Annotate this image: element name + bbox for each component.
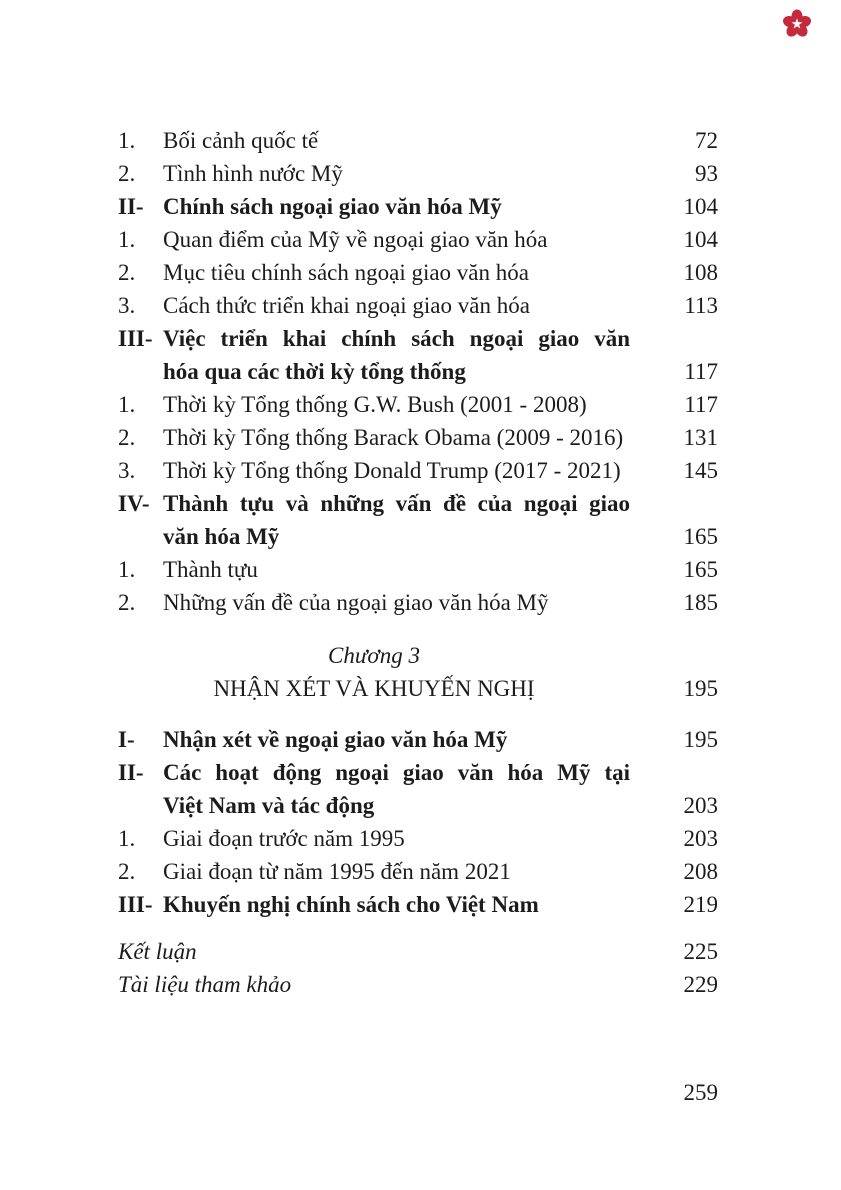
toc-entry-page: 117 xyxy=(684,359,718,384)
toc-entry-marker: 2. xyxy=(118,859,136,884)
toc-entry xyxy=(118,855,718,888)
chapter-title: NHẬN XÉT VÀ KHUYẾN NGHỊ xyxy=(213,676,535,701)
toc-entry-page: 219 xyxy=(683,892,718,917)
toc-entry-page: 195 xyxy=(683,727,718,752)
toc-entry-title: Chính sách ngoại giao văn hóa Mỹ xyxy=(163,194,502,219)
toc-entry xyxy=(118,888,718,921)
toc-entry-marker: 2. xyxy=(118,590,136,615)
toc-entry-marker: 2. xyxy=(118,161,136,186)
toc-entry-page: 229 xyxy=(683,972,718,997)
toc-entry-marker: 1. xyxy=(118,826,136,851)
toc-entry xyxy=(118,935,718,968)
toc-entry xyxy=(118,289,718,322)
toc-entry-title: Cách thức triển khai ngoại giao văn hóa xyxy=(163,293,530,318)
table-of-contents xyxy=(118,124,718,1001)
flower-icon xyxy=(781,8,813,40)
toc-entry xyxy=(118,388,718,421)
toc-entry xyxy=(118,157,718,190)
toc-entry-marker: III- xyxy=(118,326,153,351)
toc-entry-title: Việc triển khai chính sách ngoại giao văn xyxy=(163,326,630,351)
toc-entry-page: 131 xyxy=(683,425,718,450)
toc-entry-marker: II- xyxy=(118,760,144,785)
toc-entry-page: 93 xyxy=(695,161,718,186)
toc-entry-marker: 1. xyxy=(118,557,136,582)
toc-entry-marker: 3. xyxy=(118,458,136,483)
toc-entry-title: Bối cảnh quốc tế xyxy=(163,128,319,153)
toc-entry-marker: II- xyxy=(118,194,144,219)
toc-entry-page: 72 xyxy=(695,128,718,153)
toc-entry-marker: 2. xyxy=(118,425,136,450)
toc-entry-page: 165 xyxy=(683,557,718,582)
toc-entry-title: Thời kỳ Tổng thống Barack Obama (2009 - 2016) xyxy=(163,425,624,450)
toc-entry xyxy=(118,421,718,454)
toc-entry-page: 185 xyxy=(683,590,718,615)
toc-entry-title: hóa qua các thời kỳ tổng thống xyxy=(163,359,466,384)
toc-entry-title: Thành tựu và những vấn đề của ngoại giao xyxy=(163,491,630,516)
page-number: 259 xyxy=(683,1080,718,1105)
toc-entry-title: Thời kỳ Tổng thống G.W. Bush (2001 - 2008) xyxy=(163,392,587,417)
toc-entry-title: Các hoạt động ngoại giao văn hóa Mỹ tại xyxy=(163,760,630,785)
toc-entry-title: Giai đoạn trước năm 1995 xyxy=(163,826,405,851)
toc-entry-title: Quan điểm của Mỹ về ngoại giao văn hóa xyxy=(163,227,548,252)
toc-entry-marker xyxy=(118,355,163,388)
toc-entry-page: 108 xyxy=(683,260,718,285)
chapter-heading xyxy=(118,639,718,705)
toc-entry-marker: IV- xyxy=(118,491,150,516)
toc-entry-continuation xyxy=(118,520,718,553)
toc-entry xyxy=(118,553,718,586)
toc-entry-title: Việt Nam và tác động xyxy=(163,793,375,818)
toc-entry-page: 113 xyxy=(684,293,718,318)
toc-entry xyxy=(118,756,718,789)
toc-entry-marker: 2. xyxy=(118,260,136,285)
toc-entry-title: văn hóa Mỹ xyxy=(163,524,280,549)
toc-entry-continuation xyxy=(118,789,718,822)
chapter-label: Chương 3 xyxy=(328,643,420,668)
toc-entry-title: Mục tiêu chính sách ngoại giao văn hóa xyxy=(163,260,529,285)
toc-entry-page: 203 xyxy=(683,826,718,851)
toc-entry-continuation xyxy=(118,355,718,388)
toc-entry-page: 117 xyxy=(684,392,718,417)
toc-entry-marker xyxy=(118,789,163,822)
toc-entry-page: 203 xyxy=(683,793,718,818)
toc-entry-title: Thành tựu xyxy=(163,557,258,582)
toc-entry-marker: I- xyxy=(118,727,135,752)
toc-entry-marker: 1. xyxy=(118,227,136,252)
toc-entry xyxy=(118,322,718,355)
toc-entry xyxy=(118,487,718,520)
toc-entry-marker: 1. xyxy=(118,392,136,417)
toc-entry-title: Tài liệu tham khảo xyxy=(118,972,292,997)
toc-entry xyxy=(118,968,718,1001)
toc-entry-title: Khuyến nghị chính sách cho Việt Nam xyxy=(163,892,539,917)
toc-entry-title: Nhận xét về ngoại giao văn hóa Mỹ xyxy=(163,727,508,752)
toc-entry-page: 208 xyxy=(683,859,718,884)
chapter-title-row xyxy=(118,672,718,705)
toc-entry-marker: 3. xyxy=(118,293,136,318)
toc-entry xyxy=(118,723,718,756)
chapter-page: 195 xyxy=(683,676,718,701)
backmatter xyxy=(118,935,718,1001)
toc-entry-page: 104 xyxy=(683,194,718,219)
toc-entry-page: 145 xyxy=(683,458,718,483)
toc-entry-title: Tình hình nước Mỹ xyxy=(163,161,343,186)
toc-entry xyxy=(118,586,718,619)
toc-entry-title: Kết luận xyxy=(118,939,197,964)
toc-entry xyxy=(118,124,718,157)
toc-entry xyxy=(118,223,718,256)
toc-entry-title: Giai đoạn từ năm 1995 đến năm 2021 xyxy=(163,859,511,884)
toc-entry-marker xyxy=(118,520,163,553)
toc-entry xyxy=(118,190,718,223)
toc-entry-page: 225 xyxy=(683,939,718,964)
toc-entry xyxy=(118,256,718,289)
toc-entry-page: 104 xyxy=(683,227,718,252)
toc-entry-marker: 1. xyxy=(118,128,136,153)
toc-entry-marker: III- xyxy=(118,892,153,917)
toc-entry-title: Thời kỳ Tổng thống Donald Trump (2017 - 2021) xyxy=(163,458,621,483)
toc-entry xyxy=(118,454,718,487)
toc-entry xyxy=(118,822,718,855)
toc-entry-page: 165 xyxy=(683,524,718,549)
toc-entry-title: Những vấn đề của ngoại giao văn hóa Mỹ xyxy=(163,590,549,615)
